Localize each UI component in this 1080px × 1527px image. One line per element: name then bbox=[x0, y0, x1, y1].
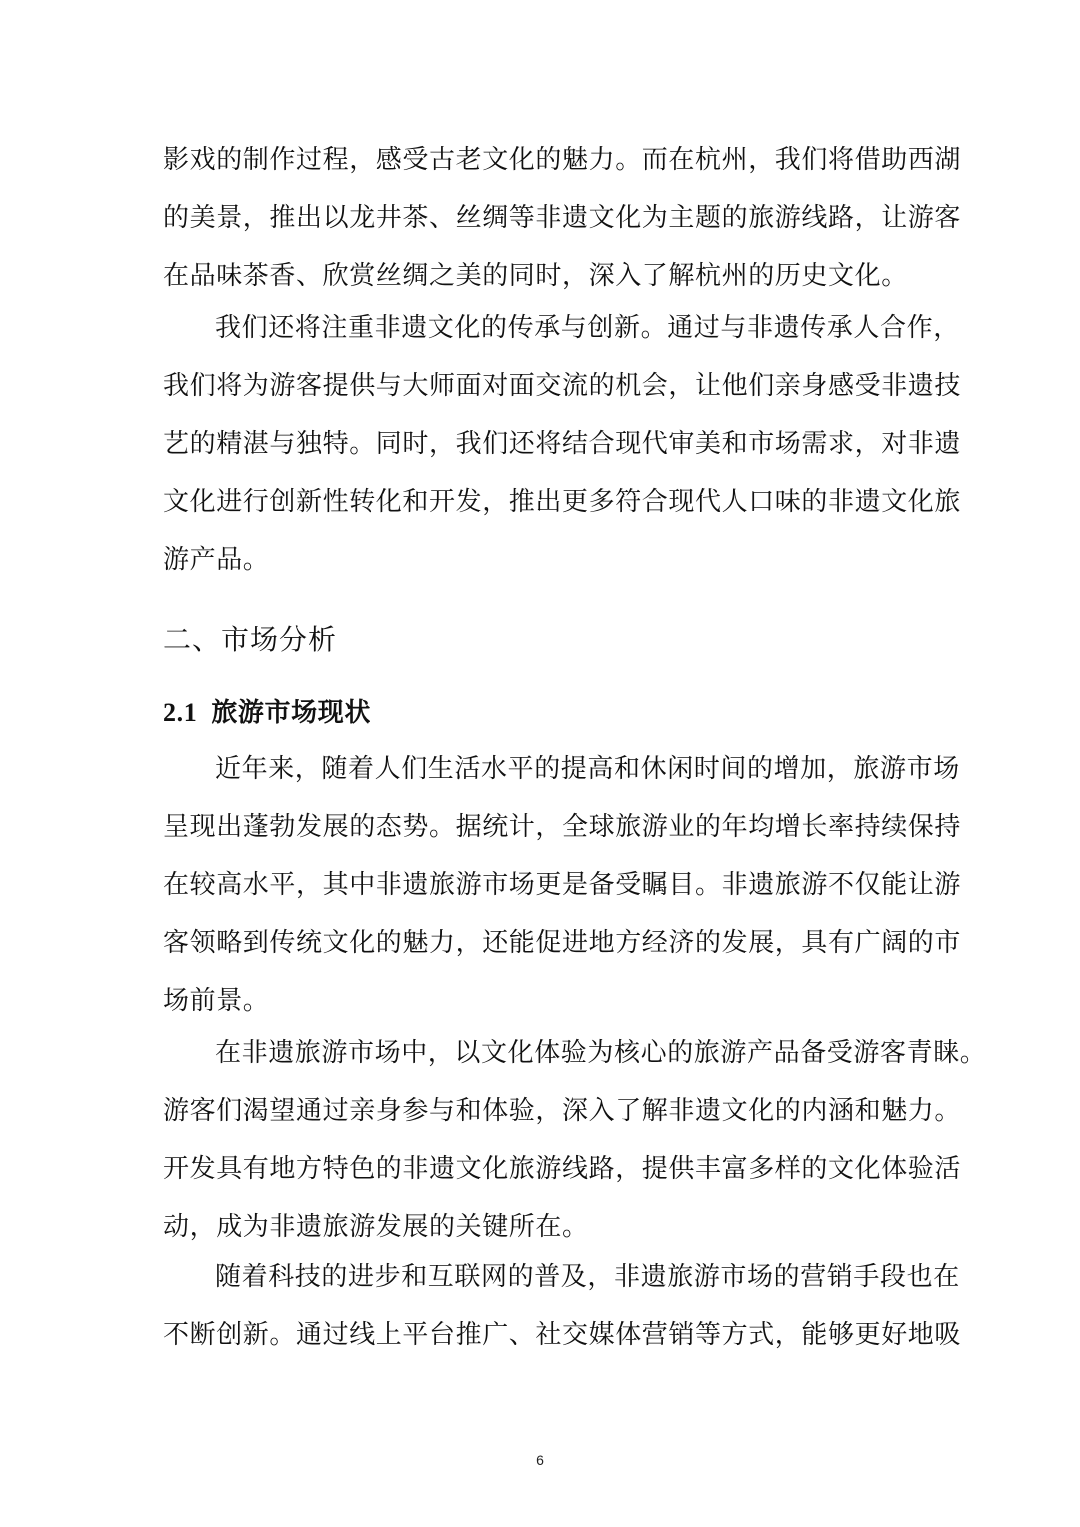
text-line: 游客们渴望通过亲身参与和体验，深入了解非遗文化的内涵和魅力。 bbox=[163, 1096, 962, 1126]
subsection-title: 旅游市场现状 bbox=[211, 698, 371, 728]
body-paragraph-2 bbox=[163, 299, 962, 589]
text-line: 在品味茶香、欣赏丝绸之美的同时，深入了解杭州的历史文化。 bbox=[163, 261, 908, 291]
text-line: 近年来，随着人们生活水平的提高和休闲时间的增加，旅游市场 bbox=[215, 754, 960, 784]
text-line: 在非遗旅游市场中，以文化体验为核心的旅游产品备受游客青睐。 bbox=[215, 1038, 987, 1068]
text-line: 影戏的制作过程，感受古老文化的魅力。而在杭州，我们将借助西湖 bbox=[163, 145, 962, 175]
text-line: 游产品。 bbox=[163, 545, 270, 575]
body-paragraph-3 bbox=[163, 740, 962, 1030]
text-line: 动，成为非遗旅游发展的关键所在。 bbox=[163, 1212, 589, 1242]
text-line: 艺的精湛与独特。同时，我们还将结合现代审美和市场需求，对非遗 bbox=[163, 429, 962, 459]
text-line: 文化进行创新性转化和开发，推出更多符合现代人口味的非遗文化旅 bbox=[163, 487, 962, 517]
subsection-number: 2.1 bbox=[163, 698, 198, 727]
text-line: 我们还将注重非遗文化的传承与创新。通过与非遗传承人合作， bbox=[215, 313, 960, 343]
subsection-heading bbox=[163, 684, 371, 742]
text-line: 场前景。 bbox=[163, 986, 270, 1016]
body-paragraph-1 bbox=[163, 131, 962, 305]
text-line: 在较高水平，其中非遗旅游市场更是备受瞩目。非遗旅游不仅能让游 bbox=[163, 870, 962, 900]
text-line: 不断创新。通过线上平台推广、社交媒体营销等方式，能够更好地吸 bbox=[163, 1320, 962, 1350]
text-line: 客领略到传统文化的魅力，还能促进地方经济的发展，具有广阔的市 bbox=[163, 928, 962, 958]
page-number: 6 bbox=[536, 1452, 544, 1468]
section-heading: 二、市场分析 bbox=[163, 623, 338, 656]
text-line: 呈现出蓬勃发展的态势。据统计，全球旅游业的年均增长率持续保持 bbox=[163, 812, 962, 842]
body-paragraph-5 bbox=[163, 1248, 962, 1364]
text-line: 开发具有地方特色的非遗文化旅游线路，提供丰富多样的文化体验活 bbox=[163, 1154, 962, 1184]
text-line: 随着科技的进步和互联网的普及，非遗旅游市场的营销手段也在 bbox=[215, 1262, 960, 1292]
body-paragraph-4 bbox=[163, 1024, 987, 1256]
text-line: 我们将为游客提供与大师面对面交流的机会，让他们亲身感受非遗技 bbox=[163, 371, 962, 401]
text-line: 的美景，推出以龙井茶、丝绸等非遗文化为主题的旅游线路，让游客 bbox=[163, 203, 962, 233]
